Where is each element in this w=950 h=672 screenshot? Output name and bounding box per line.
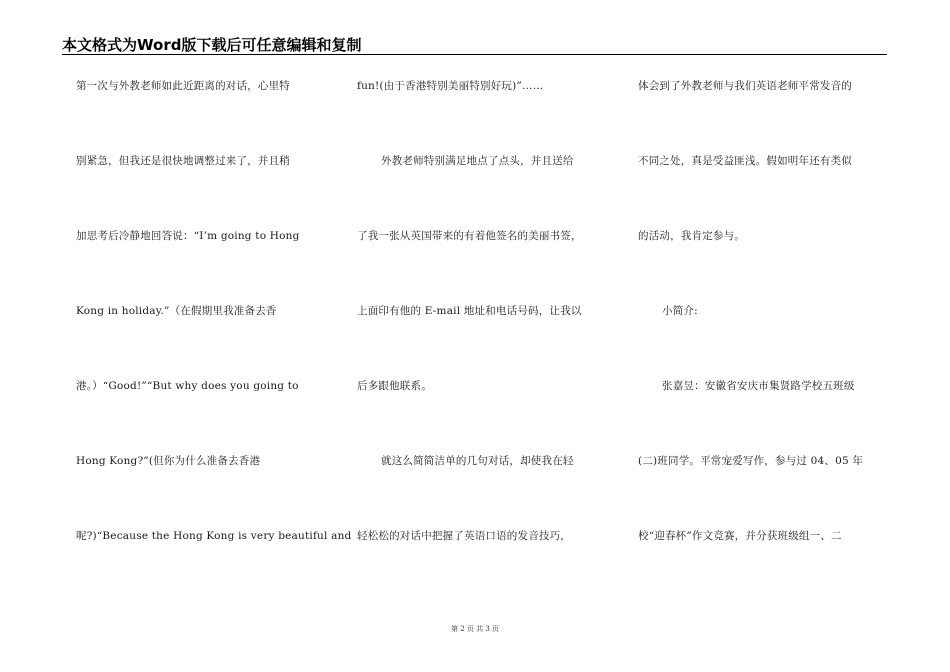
column-1-line: Kong in holiday.”（在假期里我准备去香 — [76, 305, 277, 317]
column-2-line: 就这么简简洁单的几句对话，却使我在轻 — [381, 455, 574, 467]
column-1-line: 呢?)“Because the Hong Kong is very beautiful and — [76, 530, 352, 542]
text-column-2 — [357, 78, 612, 603]
document-header-title: 本文格式为Word版下载后可任意编辑和复制 — [62, 36, 362, 54]
column-2-line: 轻松松的对话中把握了英语口语的发音技巧， — [357, 530, 571, 542]
column-1-line: 加思考后冷静地回答说：“I’m going to Hong — [76, 230, 300, 242]
column-1-line: 第一次与外教老师如此近距离的对话，心里特 — [76, 80, 290, 92]
column-2-line: fun!(由于香港特别美丽特别好玩)”…… — [357, 80, 544, 92]
column-3-line: 不同之处，真是受益匪浅。假如明年还有类似 — [638, 155, 852, 167]
text-column-3 — [638, 78, 888, 603]
column-2-line: 外教老师特别满足地点了点头，并且送给 — [381, 155, 574, 167]
column-3-line: 的活动，我肯定参与。 — [638, 230, 745, 242]
column-1-line: 别紧急，但我还是很快地调整过来了，并且稍 — [76, 155, 290, 167]
page-number: 第 2 页 共 3 页 — [450, 625, 500, 633]
column-2-line: 后多跟他联系。 — [357, 380, 432, 392]
column-1-line: Hong Kong?”(但你为什么准备去香港 — [76, 455, 261, 467]
column-3-line: 小简介: — [662, 305, 698, 317]
column-2-line: 上面印有他的 E-mail 地址和电话号码，让我以 — [357, 305, 582, 317]
column-2-line: 了我一张从英国带来的有着他签名的美丽书签， — [357, 230, 582, 242]
column-3-line: 校“迎春杯”作文竞赛，并分获班级组一、二 — [638, 530, 842, 542]
header-divider — [62, 54, 887, 55]
column-3-line: (二)班同学。平常宠爱写作，参与过 04、05 年 — [638, 455, 864, 467]
column-3-line: 体会到了外教老师与我们英语老师平常发音的 — [638, 80, 852, 92]
column-3-line: 张嘉昱：安徽省安庆市集贤路学校五班级 — [662, 380, 855, 392]
column-1-line: 港。）“Good!”“But why does you going to — [76, 380, 299, 392]
text-column-1 — [76, 78, 352, 603]
